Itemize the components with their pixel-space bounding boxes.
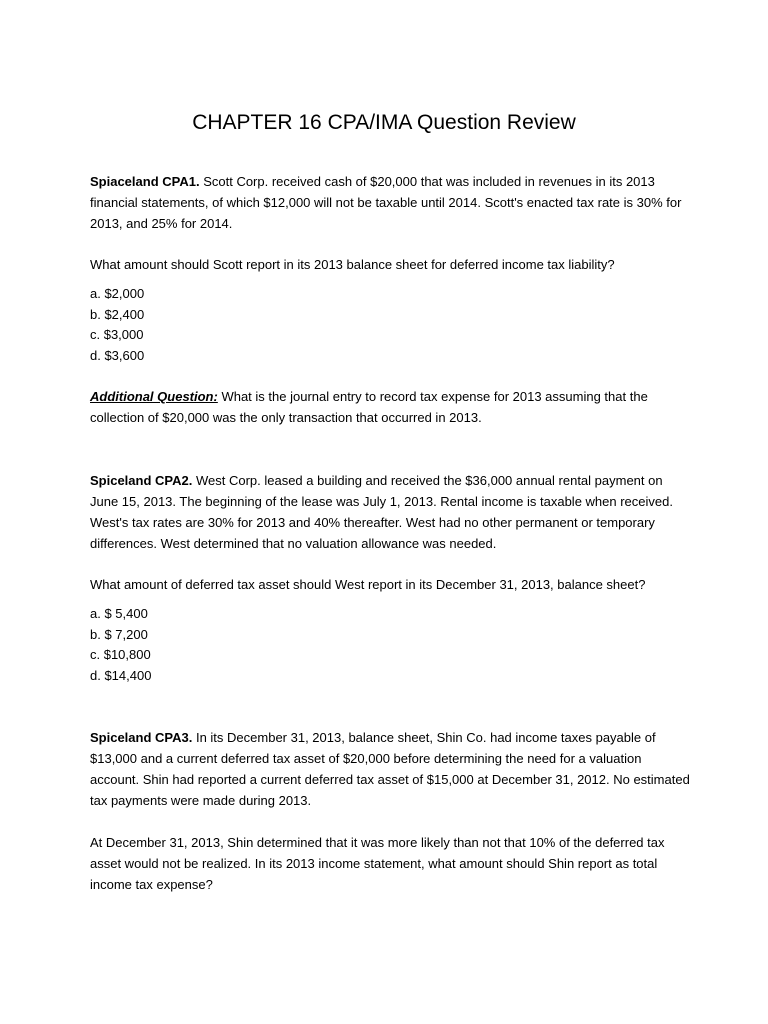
q2-paragraph — [90, 470, 690, 554]
q2-option-b: b. $ 7,200 — [90, 626, 148, 642]
q1-label: Spiaceland CPA1. — [90, 174, 200, 189]
q1-question: What amount should Scott report in its 2013 balance sheet for deferred income tax liability? — [90, 257, 615, 272]
q1-options — [90, 284, 690, 366]
q2-label: Spiceland CPA2. — [90, 473, 193, 488]
q2-option-c: c. $10,800 — [90, 647, 151, 662]
q3-label: Spiceland CPA3. — [90, 730, 193, 745]
q1-text: Scott Corp. received cash of $20,000 that was included in revenues in its 2013 financial statements, of which $12,000 will not be taxable until 2014. Scott's enacted tax rate is 30% for 2013, and 25% for 2014. — [90, 174, 682, 231]
page-title: CHAPTER 16 CPA/IMA Question Review — [192, 111, 576, 134]
additional-question-label: Additional Question: — [90, 389, 218, 404]
additional-question — [90, 386, 690, 428]
q2-text: West Corp. leased a building and received the $36,000 annual rental payment on June 15, 2013. The beginning of the lease was July 1, 2013. Rental income is taxable when received. West's tax rates are 30% for 2013 and 40% thereafter. West had no other permanent or temporary differences. West determined that no valuation allowance was needed. — [90, 473, 673, 551]
q1-option-d: d. $3,600 — [90, 347, 145, 363]
q3-text: In its December 31, 2013, balance sheet, Shin Co. had income taxes payable of $13,000 and a current deferred tax asset of $20,000 before determining the need for a valuation account. Shin had reported a current deferred tax asset of $15,000 at December 31, 2012. No estimated tax payments were made during 2013. — [90, 730, 690, 808]
q2-option-a: a. $ 5,400 — [90, 606, 148, 621]
q3-question: At December 31, 2013, Shin determined that it was more likely than not that 10% of the deferred tax asset would not be realized. In its 2013 income statement, what amount should Shin report as total income tax expense? — [90, 835, 665, 892]
q2-option-d: d. $14,400 — [90, 667, 152, 683]
q3-paragraph — [90, 727, 690, 811]
q1-option-b: b. $2,400 — [90, 306, 145, 322]
q1-paragraph — [90, 171, 690, 234]
additional-question-text: What is the journal entry to record tax expense for 2013 assuming that the collection of $20,000 was the only transaction that occurred in 2013. — [90, 389, 648, 425]
q2-options — [90, 604, 690, 686]
q2-question: What amount of deferred tax asset should West report in its December 31, 2013, balance sheet? — [90, 577, 646, 592]
q1-option-a: a. $2,000 — [90, 286, 145, 301]
q1-option-c: c. $3,000 — [90, 327, 144, 342]
